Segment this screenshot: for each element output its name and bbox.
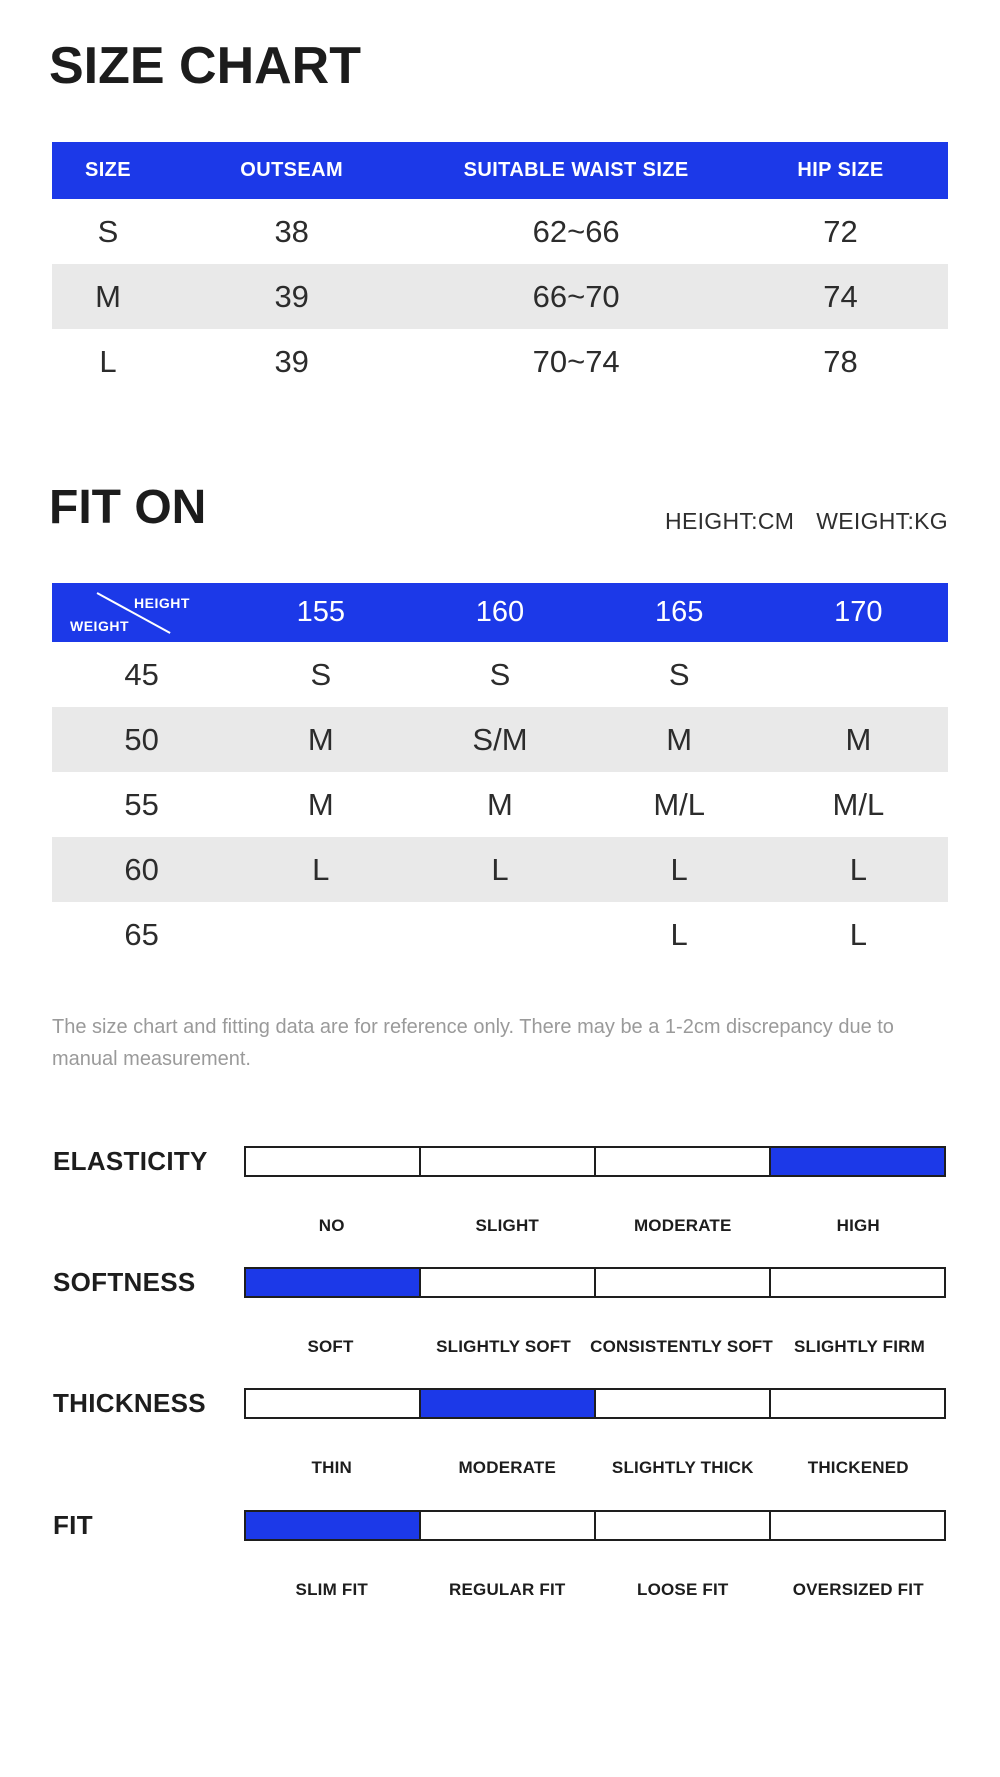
cell: L	[670, 851, 688, 887]
tick-label: NO	[318, 1216, 345, 1235]
elasticity-group	[0, 1146, 1000, 1258]
fit-label: FIT	[53, 1510, 93, 1540]
weight-cell: 60	[124, 851, 159, 887]
weight-cell: 45	[124, 656, 159, 692]
size-chart-title: SIZE CHART	[49, 37, 361, 95]
elasticity-tick-labels	[244, 1215, 946, 1237]
bar-segment	[594, 1269, 769, 1296]
elasticity-bar	[244, 1146, 946, 1177]
size-chart-header-row	[52, 142, 948, 199]
bar-segment	[419, 1269, 594, 1296]
cell: M	[845, 721, 872, 757]
bar-segment	[419, 1148, 594, 1175]
cell: S	[310, 656, 332, 692]
bar-segment	[769, 1390, 944, 1417]
disclaimer-text: The size chart and fitting data are for reference only. There may be a 1-2cm discrepancy due to manual measurement.	[52, 1016, 894, 1070]
cell: L	[849, 851, 867, 887]
tick-label: SLIGHTLY FIRM	[793, 1337, 926, 1356]
tick-label: SLIM FIT	[295, 1580, 368, 1599]
tick-label: SLIGHT	[475, 1216, 540, 1235]
cell: L	[99, 343, 117, 379]
weight-axis-label: WEIGHT	[70, 618, 129, 634]
size-row-l	[52, 329, 948, 394]
size-row-m	[52, 264, 948, 329]
tick-label: CONSISTENTLY SOFT	[590, 1337, 773, 1356]
cell: L	[491, 851, 509, 887]
height-column-header: 160	[475, 596, 525, 628]
cell: 38	[274, 213, 309, 249]
cell: M	[487, 786, 513, 822]
cell: S/M	[472, 721, 528, 757]
cell	[769, 642, 948, 707]
fit-bar	[244, 1510, 946, 1541]
cell: S	[97, 213, 119, 249]
tick-label: OVERSIZED FIT	[792, 1580, 924, 1599]
size-row-s	[52, 199, 948, 264]
tick-label: MODERATE	[633, 1216, 732, 1235]
cell: M/L	[653, 786, 705, 822]
weight-cell: 55	[124, 786, 159, 822]
height-column-header: 170	[834, 596, 883, 628]
bar-segment	[246, 1390, 419, 1417]
bar-segment	[769, 1512, 944, 1539]
cell: 39	[274, 343, 309, 379]
thickness-label: THICKNESS	[53, 1388, 206, 1418]
elasticity-label: ELASTICITY	[53, 1146, 208, 1176]
bar-segment	[769, 1148, 944, 1175]
fit-row-50	[52, 707, 948, 772]
cell: 72	[823, 213, 858, 249]
cell: M/L	[832, 786, 885, 822]
height-axis-label: HEIGHT	[134, 595, 190, 611]
col-header-outseam: OUTSEAM	[240, 159, 344, 181]
tick-label: HIGH	[836, 1216, 880, 1235]
cell: M	[95, 278, 121, 314]
weight-cell: 65	[124, 916, 159, 952]
corner-cell	[52, 583, 231, 642]
tick-label: REGULAR FIT	[449, 1580, 566, 1599]
tick-label: THICKENED	[807, 1458, 909, 1477]
tick-label: THIN	[311, 1458, 352, 1477]
thickness-group	[0, 1388, 1000, 1500]
fit-row-60	[52, 837, 948, 902]
cell	[231, 902, 410, 967]
size-chart-table	[52, 142, 948, 394]
cell: 39	[274, 278, 309, 314]
thickness-bar	[244, 1388, 946, 1419]
bar-segment	[419, 1512, 594, 1539]
cell: 74	[823, 278, 858, 314]
tick-label: MODERATE	[458, 1458, 557, 1477]
cell: M	[307, 786, 334, 822]
col-header-size: SIZE	[84, 159, 132, 181]
weight-unit-label: WEIGHT:KG	[816, 508, 948, 534]
bar-segment	[246, 1512, 419, 1539]
cell: 62~66	[532, 213, 620, 249]
cell: L	[312, 851, 330, 887]
height-unit-label: HEIGHT:CM	[665, 508, 795, 534]
thickness-tick-labels	[244, 1457, 946, 1479]
cell: L	[849, 916, 867, 952]
bar-segment	[594, 1148, 769, 1175]
bar-segment	[246, 1269, 419, 1296]
col-header-waist: SUITABLE WAIST SIZE	[463, 159, 689, 181]
bar-segment	[769, 1269, 944, 1296]
bar-segment	[594, 1512, 769, 1539]
cell: 70~74	[532, 343, 620, 379]
fit-group	[0, 1510, 1000, 1622]
tick-label: SOFT	[307, 1337, 354, 1356]
bar-segment	[594, 1390, 769, 1417]
softness-bar	[244, 1267, 946, 1298]
cell: M	[666, 721, 693, 757]
fit-on-table	[52, 583, 948, 967]
fit-row-45	[52, 642, 948, 707]
height-column-header: 165	[654, 596, 704, 628]
cell: S	[668, 656, 690, 692]
height-column-header: 155	[296, 596, 345, 628]
weight-cell: 50	[124, 721, 159, 757]
fit-row-65	[52, 902, 948, 967]
bar-segment	[246, 1148, 419, 1175]
softness-group	[0, 1267, 1000, 1379]
bar-segment	[419, 1390, 594, 1417]
fit-tick-labels	[244, 1579, 946, 1601]
tick-label: SLIGHTLY SOFT	[436, 1337, 571, 1356]
cell: L	[670, 916, 688, 952]
cell	[410, 902, 589, 967]
tick-label: LOOSE FIT	[636, 1580, 729, 1599]
softness-tick-labels	[244, 1336, 946, 1358]
cell: M	[307, 721, 334, 757]
col-header-hip: HIP SIZE	[797, 159, 884, 181]
softness-label: SOFTNESS	[53, 1267, 196, 1297]
cell: S	[489, 656, 511, 692]
fit-on-header-row	[52, 583, 948, 642]
cell: 66~70	[532, 278, 620, 314]
units-note	[665, 508, 948, 535]
tick-label: SLIGHTLY THICK	[611, 1458, 754, 1477]
fit-row-55	[52, 772, 948, 837]
cell: 78	[823, 343, 858, 379]
fit-on-title: FIT ON	[49, 481, 207, 534]
